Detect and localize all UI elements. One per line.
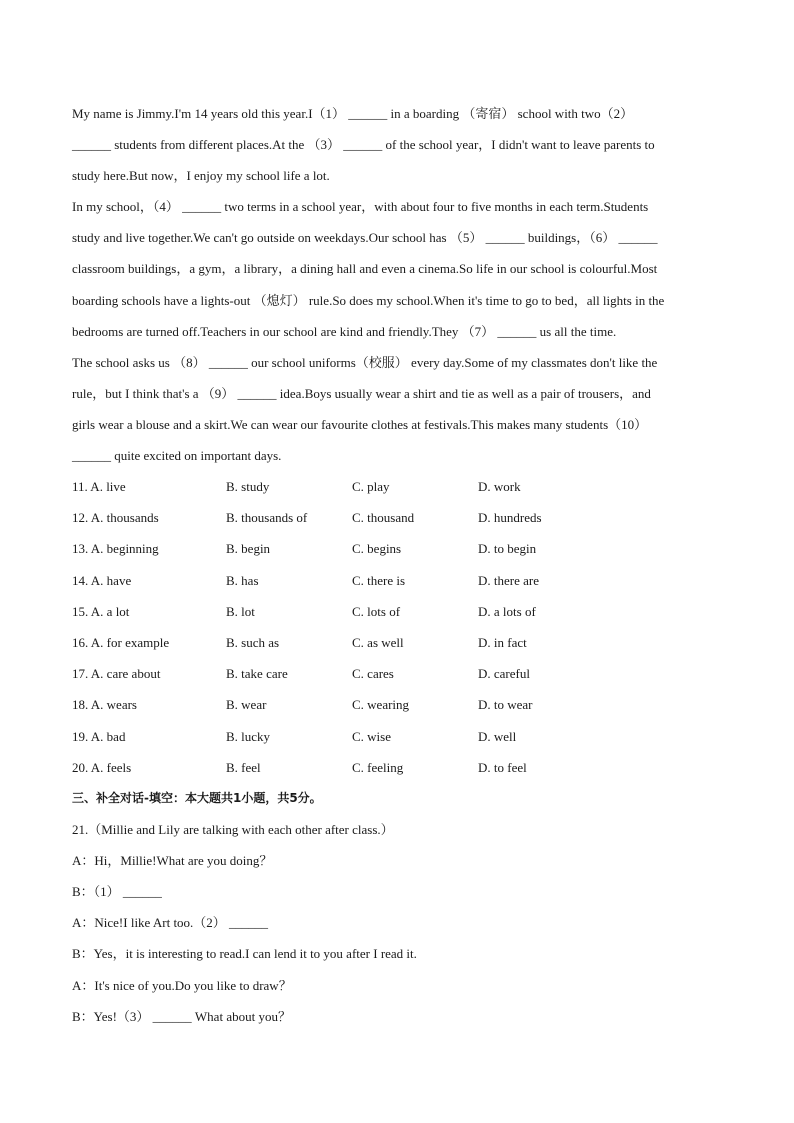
option-b: B. feel bbox=[226, 759, 261, 775]
option-d: D. well bbox=[478, 728, 517, 744]
passage-line: classroom buildings，a gym，a library，a dining hall and even a cinema.So life in our school is colourful.Most bbox=[72, 261, 658, 277]
dialogue-intro: 21.（Millie and Lily are talking with each other after class.） bbox=[72, 822, 394, 838]
option-a: 18. A. wears bbox=[72, 697, 137, 713]
option-c: C. wearing bbox=[352, 697, 410, 713]
passage-line: rule，but I think that's a （9） ______ idea.Boys usually wear a shirt and tie as well as a pair of trousers，and bbox=[72, 385, 651, 401]
option-d: D. hundreds bbox=[478, 510, 542, 526]
question-row bbox=[72, 533, 722, 564]
option-d: D. to begin bbox=[478, 541, 537, 557]
passage-line: boarding schools have a lights-out （熄灯） rule.So does my school.When it's time to go to bed，all lights in the bbox=[72, 292, 665, 308]
option-a: 14. A. have bbox=[72, 572, 132, 588]
option-c: C. feeling bbox=[352, 759, 404, 775]
dialogue-line: A：Hi，Millie!What are you doing？ bbox=[72, 853, 273, 869]
option-c: C. as well bbox=[352, 634, 404, 650]
dialogue-line: B：（1） ______ bbox=[72, 884, 162, 900]
option-b: B. lucky bbox=[226, 728, 271, 744]
passage-line: girls wear a blouse and a skirt.We can wear our favourite clothes at festivals.This makes many students（10） bbox=[72, 416, 648, 432]
option-a: 17. A. care about bbox=[72, 666, 161, 682]
section-heading: 三、补全对话-填空：本大题共1小题，共5分。 bbox=[72, 791, 322, 805]
passage-line: study here.But now，I enjoy my school life a lot. bbox=[72, 168, 330, 184]
option-d: D. there are bbox=[478, 572, 539, 588]
question-row bbox=[72, 721, 722, 752]
dialogue-section bbox=[72, 783, 722, 1032]
question-row bbox=[72, 502, 722, 533]
question-row bbox=[72, 471, 722, 502]
option-d: D. careful bbox=[478, 666, 530, 682]
passage-line: bedrooms are turned off.Teachers in our school are kind and friendly.They （7） ______ us all the time. bbox=[72, 323, 617, 339]
option-c: C. cares bbox=[352, 666, 394, 682]
dialogue-line: B：Yes，it is interesting to read.I can lend it to you after I read it. bbox=[72, 946, 417, 962]
option-a: 16. A. for example bbox=[72, 634, 170, 650]
passage-line: My name is Jimmy.I'm 14 years old this year.I（1） ______ in a boarding （寄宿） school with two（2） bbox=[72, 106, 634, 121]
option-a: 19. A. bad bbox=[72, 728, 126, 744]
option-b: B. study bbox=[226, 479, 270, 494]
option-d: D. work bbox=[478, 479, 521, 494]
option-a: 12. A. thousands bbox=[72, 510, 159, 526]
option-a: 15. A. a lot bbox=[72, 603, 130, 619]
option-d: D. to wear bbox=[478, 697, 533, 713]
option-c: C. there is bbox=[352, 572, 406, 588]
option-b: B. lot bbox=[226, 603, 255, 619]
question-row bbox=[72, 565, 722, 596]
question-row bbox=[72, 752, 722, 783]
cloze-passage bbox=[72, 98, 722, 471]
option-b: B. take care bbox=[226, 666, 288, 682]
option-a: 13. A. beginning bbox=[72, 541, 159, 557]
option-b: B. begin bbox=[226, 541, 271, 557]
question-row bbox=[72, 689, 722, 720]
option-b: B. has bbox=[226, 572, 259, 588]
option-d: D. a lots of bbox=[478, 603, 536, 619]
option-a: 11. A. live bbox=[72, 479, 126, 494]
passage-line: ______ quite excited on important days. bbox=[72, 448, 282, 464]
passage-line: study and live together.We can't go outside on weekdays.Our school has （5） ______ buildings，（6） ______ bbox=[72, 230, 658, 246]
option-d: D. to feel bbox=[478, 759, 527, 775]
option-a: 20. A. feels bbox=[72, 759, 132, 775]
question-row bbox=[72, 627, 722, 658]
passage-line: ______ students from different places.At the （3） ______ of the school year，I didn't want to leave parents to bbox=[72, 137, 655, 153]
option-c: C. lots of bbox=[352, 603, 401, 619]
option-c: C. play bbox=[352, 479, 390, 494]
option-b: B. thousands of bbox=[226, 510, 308, 526]
dialogue-line: A：It's nice of you.Do you like to draw？ bbox=[72, 977, 292, 993]
option-d: D. in fact bbox=[478, 634, 527, 650]
passage-line: The school asks us （8） ______ our school uniforms（校服） every day.Some of my classmates don't like the bbox=[72, 354, 658, 370]
question-row bbox=[72, 658, 722, 689]
answer-options-list bbox=[72, 471, 722, 783]
dialogue-line: B：Yes!（3） ______ What about you？ bbox=[72, 1008, 291, 1024]
question-row bbox=[72, 596, 722, 627]
option-c: C. thousand bbox=[352, 510, 415, 526]
option-b: B. such as bbox=[226, 634, 280, 650]
option-c: C. begins bbox=[352, 541, 402, 557]
option-c: C. wise bbox=[352, 728, 391, 744]
dialogue-line: A：Nice!I like Art too.（2） ______ bbox=[72, 915, 269, 931]
option-b: B. wear bbox=[226, 697, 267, 713]
passage-line: In my school，（4） ______ two terms in a school year，with about four to five months in each term.Students bbox=[72, 199, 649, 215]
